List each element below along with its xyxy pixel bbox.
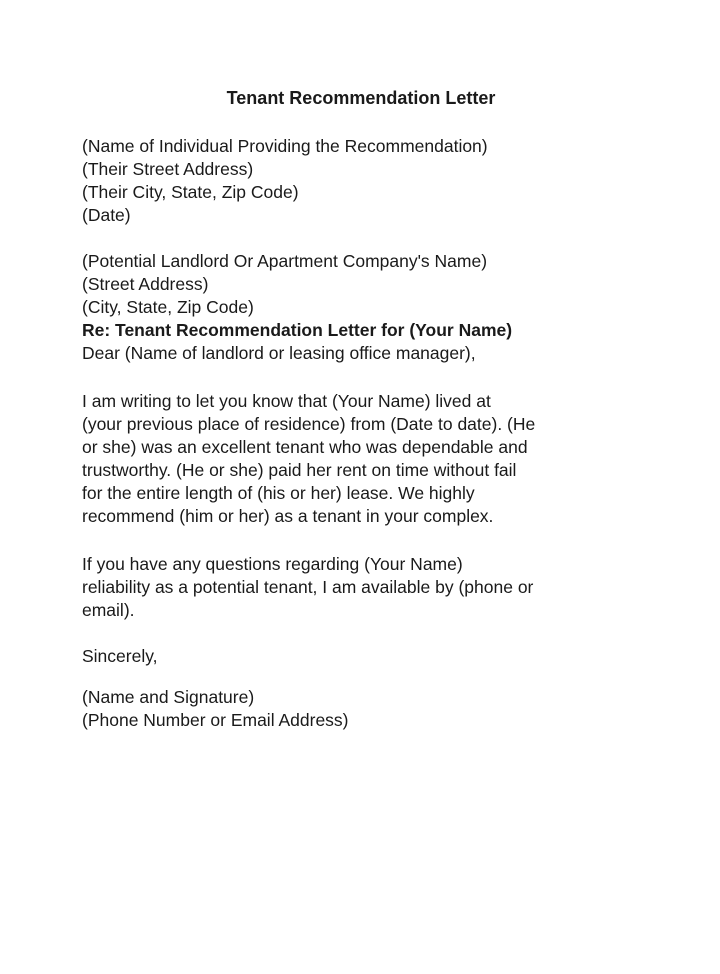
paragraph-line: I am writing to let you know that (Your Name) lived at (82, 391, 491, 411)
recipient-address-block (82, 250, 652, 365)
sender-name: (Name of Individual Providing the Recommendation) (82, 136, 488, 156)
signature-contact: (Phone Number or Email Address) (82, 710, 349, 730)
letter-date: (Date) (82, 205, 131, 225)
subject-line: Re: Tenant Recommendation Letter for (Your Name) (82, 320, 513, 340)
letter-title: Tenant Recommendation Letter (226, 88, 496, 108)
paragraph-line: for the entire length of (his or her) lease. We highly (82, 483, 475, 503)
recipient-name: (Potential Landlord Or Apartment Company's Name) (82, 251, 488, 271)
paragraph-line: email). (82, 600, 135, 620)
closing-block (82, 645, 652, 668)
sender-street: (Their Street Address) (82, 159, 254, 179)
paragraph-line: reliability as a potential tenant, I am available by (phone or (82, 577, 534, 597)
paragraph-line: or she) was an excellent tenant who was dependable and (82, 437, 528, 457)
body-paragraph-1 (82, 390, 652, 528)
closing: Sincerely, (82, 646, 158, 666)
paragraph-line: If you have any questions regarding (Your Name) (82, 554, 463, 574)
recipient-city-state-zip: (City, State, Zip Code) (82, 297, 254, 317)
signature-block (82, 686, 652, 732)
salutation: Dear (Name of landlord or leasing office manager), (82, 343, 476, 363)
sender-address-block (82, 135, 652, 227)
paragraph-line: trustworthy. (He or she) paid her rent on time without fail (82, 460, 517, 480)
signature-name: (Name and Signature) (82, 687, 255, 707)
paragraph-line: recommend (him or her) as a tenant in your complex. (82, 506, 494, 526)
recipient-street: (Street Address) (82, 274, 209, 294)
sender-city-state-zip: (Their City, State, Zip Code) (82, 182, 299, 202)
body-paragraph-2 (82, 553, 652, 622)
paragraph-line: (your previous place of residence) from (Date to date). (He (82, 414, 536, 434)
